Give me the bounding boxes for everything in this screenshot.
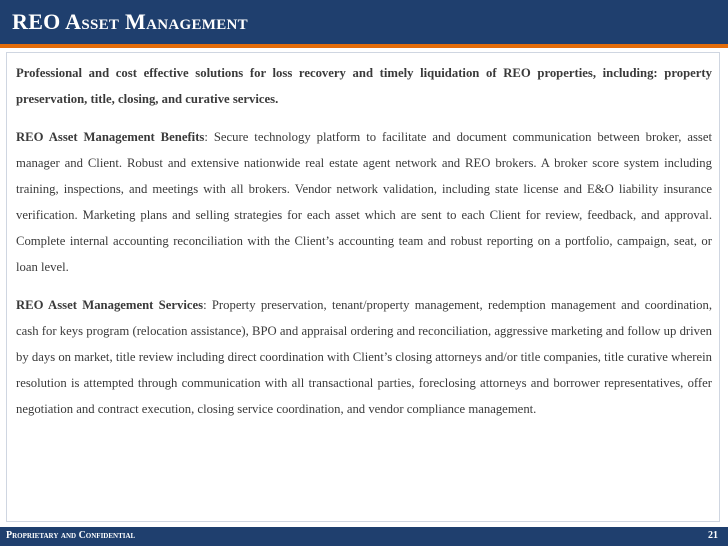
benefits-text: : Secure technology platform to facilitate and document communication between broker, asset manager and Client. Robust and extensive nationwide real estate agent network and REO brokers. A broker score system including training, inspections, and meetings with all brokers. Vendor network validation, including state license and E&O liability insurance verification. Marketing plans and selling strategies for each asset which are sent to each Client for review, feedback, and approval. Complete internal accounting reconciliation with the Client’s accounting team and robust reporting on a portfolio, campaign, seat, or loan level. [16,130,712,274]
benefits-heading: REO Asset Management Benefits [16,130,205,144]
services-text: : Property preservation, tenant/property management, redemption management and coordination, cash for keys program (relocation assistance), BPO and appraisal ordering and reconciliation, aggressive marketing and follow up driven by days on market, title review including direct coordination with Client’s closing attorneys and/or title companies, title curative wherein resolution is attempted through communication with all transactional parties, foreclosing attorneys and borrower representatives, offer negotiation and contract execution, closing service coordination, and vendor compliance management. [16,298,713,416]
services-paragraph [16,292,712,422]
footer-bar [0,527,728,546]
page-number: 21 [708,530,718,541]
title-bar [0,0,728,44]
confidentiality-notice: Proprietary and Confidential [6,530,136,541]
accent-divider [0,44,728,48]
slide-body [16,60,712,434]
intro-paragraph: Professional and cost effective solutions for loss recovery and timely liquidation of REO properties, including: property preservation, title, closing, and curative services. [16,66,712,106]
services-heading: REO Asset Management Services [16,298,204,312]
benefits-paragraph [16,124,712,280]
slide-title: REO Asset Management [12,9,248,34]
